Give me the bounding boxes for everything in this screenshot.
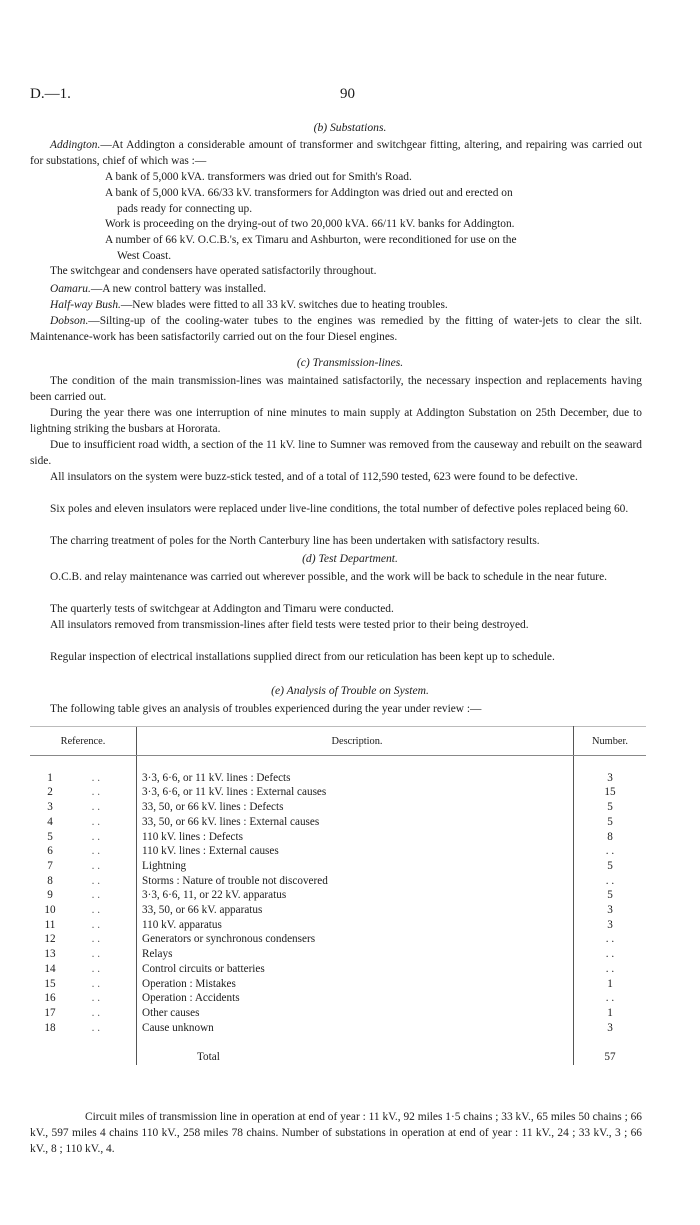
row-description: 33, 50, or 66 kV. lines : External causes	[142, 815, 320, 828]
para-d-4: Regular inspection of electrical installations supplied direct from our reticulation has been kept up to schedule.	[50, 651, 555, 663]
row-description: Lightning	[142, 859, 187, 872]
para-table-intro: The following table gives an analysis of troubles experienced during the year under review :—	[50, 703, 482, 715]
row-number: 5	[607, 889, 613, 902]
para-switchgear: The switchgear and condensers have operated satisfactorily throughout.	[50, 265, 377, 277]
leader-dots: . .	[91, 1006, 100, 1019]
row-number: . .	[605, 874, 615, 887]
table-row	[30, 888, 646, 903]
halfway-text: —New blades were fitted to all 33 kV. switches due to heating troubles.	[120, 299, 448, 311]
leader-dots: . .	[91, 859, 100, 872]
row-description: Control circuits or batteries	[142, 962, 265, 975]
row-number: 15	[604, 786, 616, 799]
col-reference: Reference.	[30, 727, 137, 756]
row-number: 1	[607, 977, 613, 990]
row-description: Operation : Mistakes	[142, 977, 236, 990]
heading-transmission: (c) Transmission-lines.	[296, 356, 404, 369]
total-label: Total	[197, 1051, 220, 1064]
para-d-2: The quarterly tests of switchgear at Addington and Timaru were conducted.	[50, 603, 394, 615]
para-c-1: The condition of the main transmission-lines was maintained satisfactorily, the necessary inspection and replacements having been carried out.	[30, 375, 642, 403]
table-header	[30, 727, 646, 756]
table-row	[30, 771, 646, 786]
row-number: . .	[605, 845, 615, 858]
row-reference: 4	[47, 815, 53, 828]
row-description: 33, 50, or 66 kV. apparatus	[142, 904, 263, 917]
row-number: 8	[607, 830, 613, 843]
row-number: 5	[607, 859, 613, 872]
para-c-3: Due to insufficient road width, a section of the 11 kV. line to Sumner was removed from the causeway and rebuilt on the seaward side.	[30, 439, 642, 467]
page-number: 90	[340, 86, 355, 102]
leader-dots: . .	[91, 948, 100, 961]
item-2: A bank of 5,000 kVA. 66/33 kV. transformers for Addington was dried out and erected on	[105, 186, 513, 199]
row-reference: 1	[47, 771, 53, 784]
row-reference: 8	[47, 874, 53, 887]
heading-test-dept: (d) Test Department.	[302, 552, 398, 565]
row-number: 3	[607, 771, 613, 784]
table-row	[30, 962, 646, 977]
table-row	[30, 859, 646, 874]
row-reference: 3	[47, 801, 53, 814]
leader-dots: . .	[91, 830, 100, 843]
item-1: A bank of 5,000 kVA. transformers was dried out for Smith's Road.	[105, 171, 412, 183]
row-description: 33, 50, or 66 kV. lines : Defects	[142, 801, 284, 814]
trouble-table	[30, 726, 646, 1065]
table-row	[30, 1006, 646, 1021]
row-reference: 13	[44, 948, 56, 961]
leader-dots: . .	[91, 845, 100, 858]
total-value: 57	[604, 1051, 616, 1064]
addington-text: —At Addington a considerable amount of transformer and switchgear fitting, altering, and repairing was carried out for substations, chief of which was :—	[30, 139, 642, 167]
page-code: D.—1.	[30, 86, 71, 102]
para-c-4: All insulators on the system were buzz-stick tested, and of a total of 112,590 tested, 623 were found to be defective.	[50, 471, 578, 483]
leader-dots: . .	[91, 977, 100, 990]
leader-dots: . .	[91, 933, 100, 946]
leader-dots: . .	[91, 918, 100, 931]
row-description: Operation : Accidents	[142, 992, 240, 1005]
para-dobson	[30, 314, 642, 346]
addington-title: Addington.	[50, 139, 101, 151]
para-c-5: Six poles and eleven insulators were replaced under live-line conditions, the total number of defective poles replaced being 60.	[50, 503, 629, 515]
para-c-6: The charring treatment of poles for the North Canterbury line has been undertaken with satisfactory results.	[50, 535, 540, 547]
row-description: 110 kV. apparatus	[142, 918, 222, 931]
table-row	[30, 1021, 646, 1036]
col-number: Number.	[574, 727, 647, 756]
row-reference: 11	[44, 918, 56, 931]
table-row	[30, 844, 646, 859]
row-reference: 7	[47, 859, 53, 872]
row-reference: 10	[44, 904, 56, 917]
para-oamaru	[30, 282, 642, 298]
row-reference: 12	[44, 933, 56, 946]
leader-dots: . .	[91, 904, 100, 917]
row-number: 3	[607, 1021, 613, 1034]
col-description: Description.	[137, 727, 574, 756]
total-row	[30, 1050, 646, 1065]
table-row	[30, 874, 646, 889]
table-row	[30, 991, 646, 1006]
leader-dots: . .	[91, 1021, 100, 1034]
row-number: 3	[607, 904, 613, 917]
row-reference: 6	[47, 845, 53, 858]
row-number: 5	[607, 801, 613, 814]
row-number: 3	[607, 918, 613, 931]
addington-items	[105, 170, 642, 265]
row-description: 110 kV. lines : External causes	[142, 845, 279, 858]
row-reference: 5	[47, 830, 53, 843]
row-number: 1	[607, 1006, 613, 1019]
table-row	[30, 830, 646, 845]
row-reference: 16	[44, 992, 56, 1005]
row-number: . .	[605, 992, 615, 1005]
row-number: . .	[605, 962, 615, 975]
row-number: 5	[607, 815, 613, 828]
leader-dots: . .	[91, 815, 100, 828]
leader-dots: . .	[91, 874, 100, 887]
table-row	[30, 903, 646, 918]
row-reference: 9	[47, 889, 53, 902]
para-halfway	[30, 298, 642, 314]
row-reference: 15	[44, 977, 56, 990]
item-4: A number of 66 kV. O.C.B.'s, ex Timaru and Ashburton, were reconditioned for use on the	[105, 234, 517, 247]
table-row	[30, 932, 646, 947]
row-description: Relays	[142, 948, 173, 961]
table-row	[30, 918, 646, 933]
para-d-3: All insulators removed from transmission-lines after field tests were tested prior to their being destroyed.	[50, 619, 529, 631]
leader-dots: . .	[91, 962, 100, 975]
halfway-title: Half-way Bush.	[50, 299, 121, 311]
table-row	[30, 785, 646, 800]
row-description: Cause unknown	[142, 1021, 214, 1034]
row-reference: 17	[44, 1006, 56, 1019]
leader-dots: . .	[91, 771, 100, 784]
table-row	[30, 947, 646, 962]
row-description: Generators or synchronous condensers	[142, 933, 316, 946]
leader-dots: . .	[91, 786, 100, 799]
table-row	[30, 977, 646, 992]
para-c-2: During the year there was one interruption of nine minutes to main supply at Addington Substation on 25th December, due to lightning striking the busbars at Hororata.	[30, 407, 642, 435]
leader-dots: . .	[91, 992, 100, 1005]
row-description: 3·3, 6·6, or 11 kV. lines : External causes	[142, 786, 327, 799]
row-number: . .	[605, 948, 615, 961]
oamaru-title: Oamaru.	[50, 283, 91, 295]
row-reference: 14	[44, 962, 56, 975]
row-description: Other causes	[142, 1006, 200, 1019]
row-reference: 2	[47, 786, 53, 799]
leader-dots: . .	[91, 889, 100, 902]
row-description: 3·3, 6·6, or 11 kV. lines : Defects	[142, 771, 291, 784]
row-reference: 18	[44, 1021, 56, 1034]
dobson-title: Dobson.	[50, 315, 89, 327]
para-addington	[30, 138, 642, 170]
table-body	[30, 756, 646, 1065]
leader-dots: . .	[91, 801, 100, 814]
table-spacer	[30, 1035, 646, 1050]
table-spacer	[30, 756, 646, 771]
item-4-cont: West Coast.	[117, 249, 172, 262]
heading-substations: (b) Substations.	[313, 121, 387, 134]
oamaru-text: —A new control battery was installed.	[90, 283, 267, 295]
row-description: 110 kV. lines : Defects	[142, 830, 243, 843]
heading-analysis: (e) Analysis of Trouble on System.	[271, 684, 429, 697]
table-row	[30, 800, 646, 815]
item-3: Work is proceeding on the drying-out of two 20,000 kVA. 66/11 kV. banks for Addington.	[105, 218, 515, 231]
para-d-1: O.C.B. and relay maintenance was carried out wherever possible, and the work will be back to schedule in the near future.	[50, 571, 607, 583]
para-closing: Circuit miles of transmission line in operation at end of year : 11 kV., 92 miles 1·5 chains ; 33 kV., 65 miles 50 chains ; 66 kV., 597 miles 4 chains 110 kV., 258 miles 78 chains. Number of substations in operation at end of year : 11 kV., 24 ; 33 kV., 3 ; 66 kV., 8 ; 110 kV., 4.	[30, 1111, 642, 1155]
table-row	[30, 815, 646, 830]
row-description: Storms : Nature of trouble not discovered	[142, 874, 328, 887]
item-2-cont: pads ready for connecting up.	[117, 202, 253, 215]
row-number: . .	[605, 933, 615, 946]
row-description: 3·3, 6·6, 11, or 22 kV. apparatus	[142, 889, 287, 902]
dobson-text: —Silting-up of the cooling-water tubes to the engines was remedied by the fitting of water-jets to clear the silt. Maintenance-work has been satisfactorily carried out on the four Diesel engines.	[30, 315, 642, 343]
